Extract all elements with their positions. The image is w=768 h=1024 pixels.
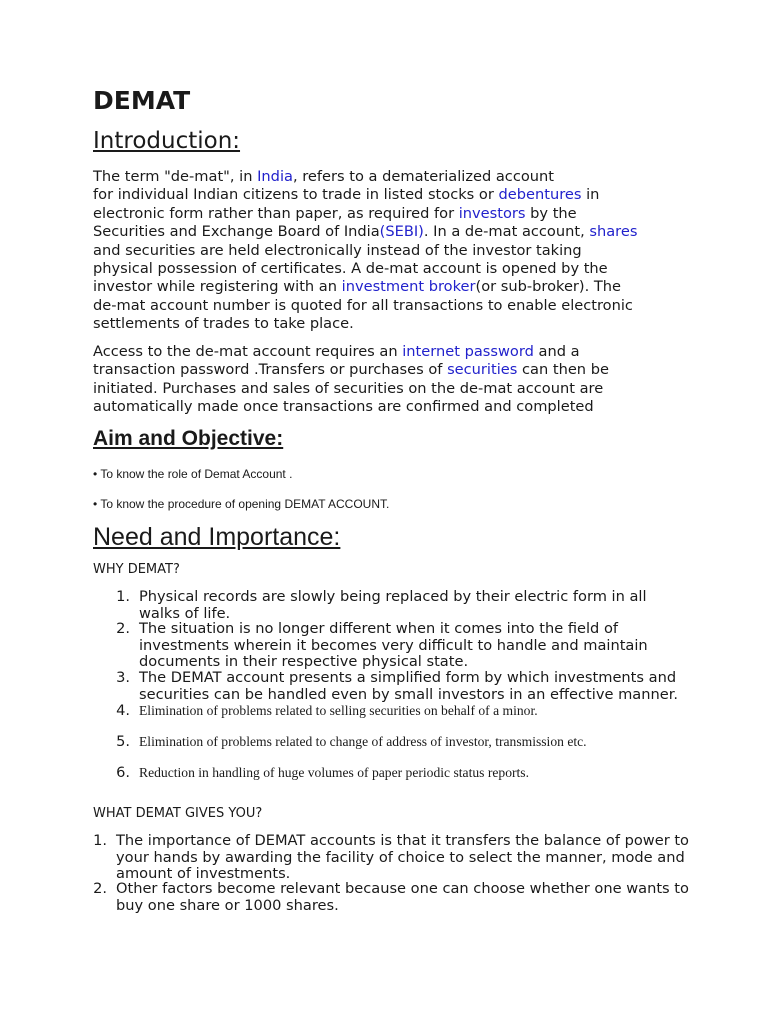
link-investors[interactable]: investors <box>458 204 526 222</box>
text-line: for individual Indian citizens to trade in listed stocks or debentures in <box>93 186 600 204</box>
text-line: and securities are held electronically instead of the investor taking <box>93 241 582 259</box>
document-title: DEMAT <box>93 86 191 115</box>
text-line: settlements of trades to take place. <box>93 315 354 333</box>
aim-objective-heading: Aim and Objective: <box>93 427 284 450</box>
link-internet-password[interactable]: internet password <box>402 343 534 360</box>
link-debentures[interactable]: debentures <box>498 186 582 204</box>
text-line: Securities and Exchange Board of India(SEBI). In a de-mat account, shares <box>93 223 638 241</box>
link-shares[interactable]: shares <box>589 223 638 241</box>
what-demat-gives-heading: WHAT DEMAT GIVES YOU? <box>93 806 263 821</box>
link-securities[interactable]: securities <box>447 361 518 379</box>
introduction-paragraph-2 <box>93 343 683 417</box>
aim-bullet-item: • To know the role of Demat Account . <box>93 467 293 481</box>
text-line: automatically made once transactions are confirmed and completed <box>93 398 594 416</box>
introduction-heading: Introduction: <box>93 128 241 154</box>
text-line: initiated. Purchases and sales of securities on the de-mat account are <box>93 379 604 397</box>
why-demat-label: WHY DEMAT? <box>93 562 180 577</box>
text-line: Access to the de-mat account requires an internet password and a <box>93 343 580 360</box>
text-line: electronic form rather than paper, as required for investors by the <box>93 204 577 222</box>
document-page: DEMAT Introduction: The term "de-mat", in India, refers to a dematerialized account for individual Indian citizens to trade in listed stocks or debentures in electronic form rather than paper, as required for investors by the Securities and Exchange Board of India(SEBI). In a de-mat account, shares and securities are held electronically instead of the investor taking physical possession of certificates. A de-mat account is opened by the investor while registering with an investment broker(or sub-broker). The de-mat account number is quoted for all transactions to enable electronic settlements of trades to take place. Access to the de-mat account requires an internet password and a transaction password .Transfers or purchases of securities can then be initiated. Purchases and sales of securities on the de-mat account are automatically made once transactions are confirmed and completed Aim and Objective: • To know the role of Demat Account . • To know the procedure of opening DEMAT ACCOUNT. Need and Importance: WHY DEMAT? 1. Physical records are slowly being replaced by their electric form in all walks of life. 2. The situation is no longer different when it comes into the field of investments wherein it becomes very difficult to handle and maintain documents in their respective physical state. 3. The DEMAT account presents a simplified form by which investments and securities can be handled even by small investors in an effective manner. 4. Elimination of problems related to selling securities on behalf of a minor. 5. Elimination of problems related to change of address of investor, transmission etc. 6. Reduction in handling of huge volumes of paper periodic status reports. WHAT DEMAT GIVES YOU? 1. The importance of DEMAT accounts is that it transfers the balance of power to your hands by awarding the facility of choice to select the manner, mode and amount of investments. 2. Other factors become relevant because one can choose whether one wants to buy one share or 1000 shares. <box>93 86 689 914</box>
need-importance-heading: Need and Importance: <box>93 523 341 551</box>
link-india[interactable]: India <box>257 168 293 185</box>
text-line: investor while registering with an investment broker(or sub-broker). The <box>93 278 622 296</box>
text-line: transaction password .Transfers or purchases of securities can then be <box>93 361 609 379</box>
link-sebi[interactable]: (SEBI) <box>379 223 424 241</box>
text-line: de-mat account number is quoted for all transactions to enable electronic <box>93 296 633 314</box>
aim-bullet-item: • To know the procedure of opening DEMAT ACCOUNT. <box>93 497 390 511</box>
text-line: The term "de-mat", in India, refers to a dematerialized account <box>93 168 555 185</box>
text-line: physical possession of certificates. A de-mat account is opened by the <box>93 260 608 278</box>
introduction-paragraph-1 <box>93 168 683 334</box>
link-investment-broker[interactable]: investment broker <box>341 278 476 296</box>
